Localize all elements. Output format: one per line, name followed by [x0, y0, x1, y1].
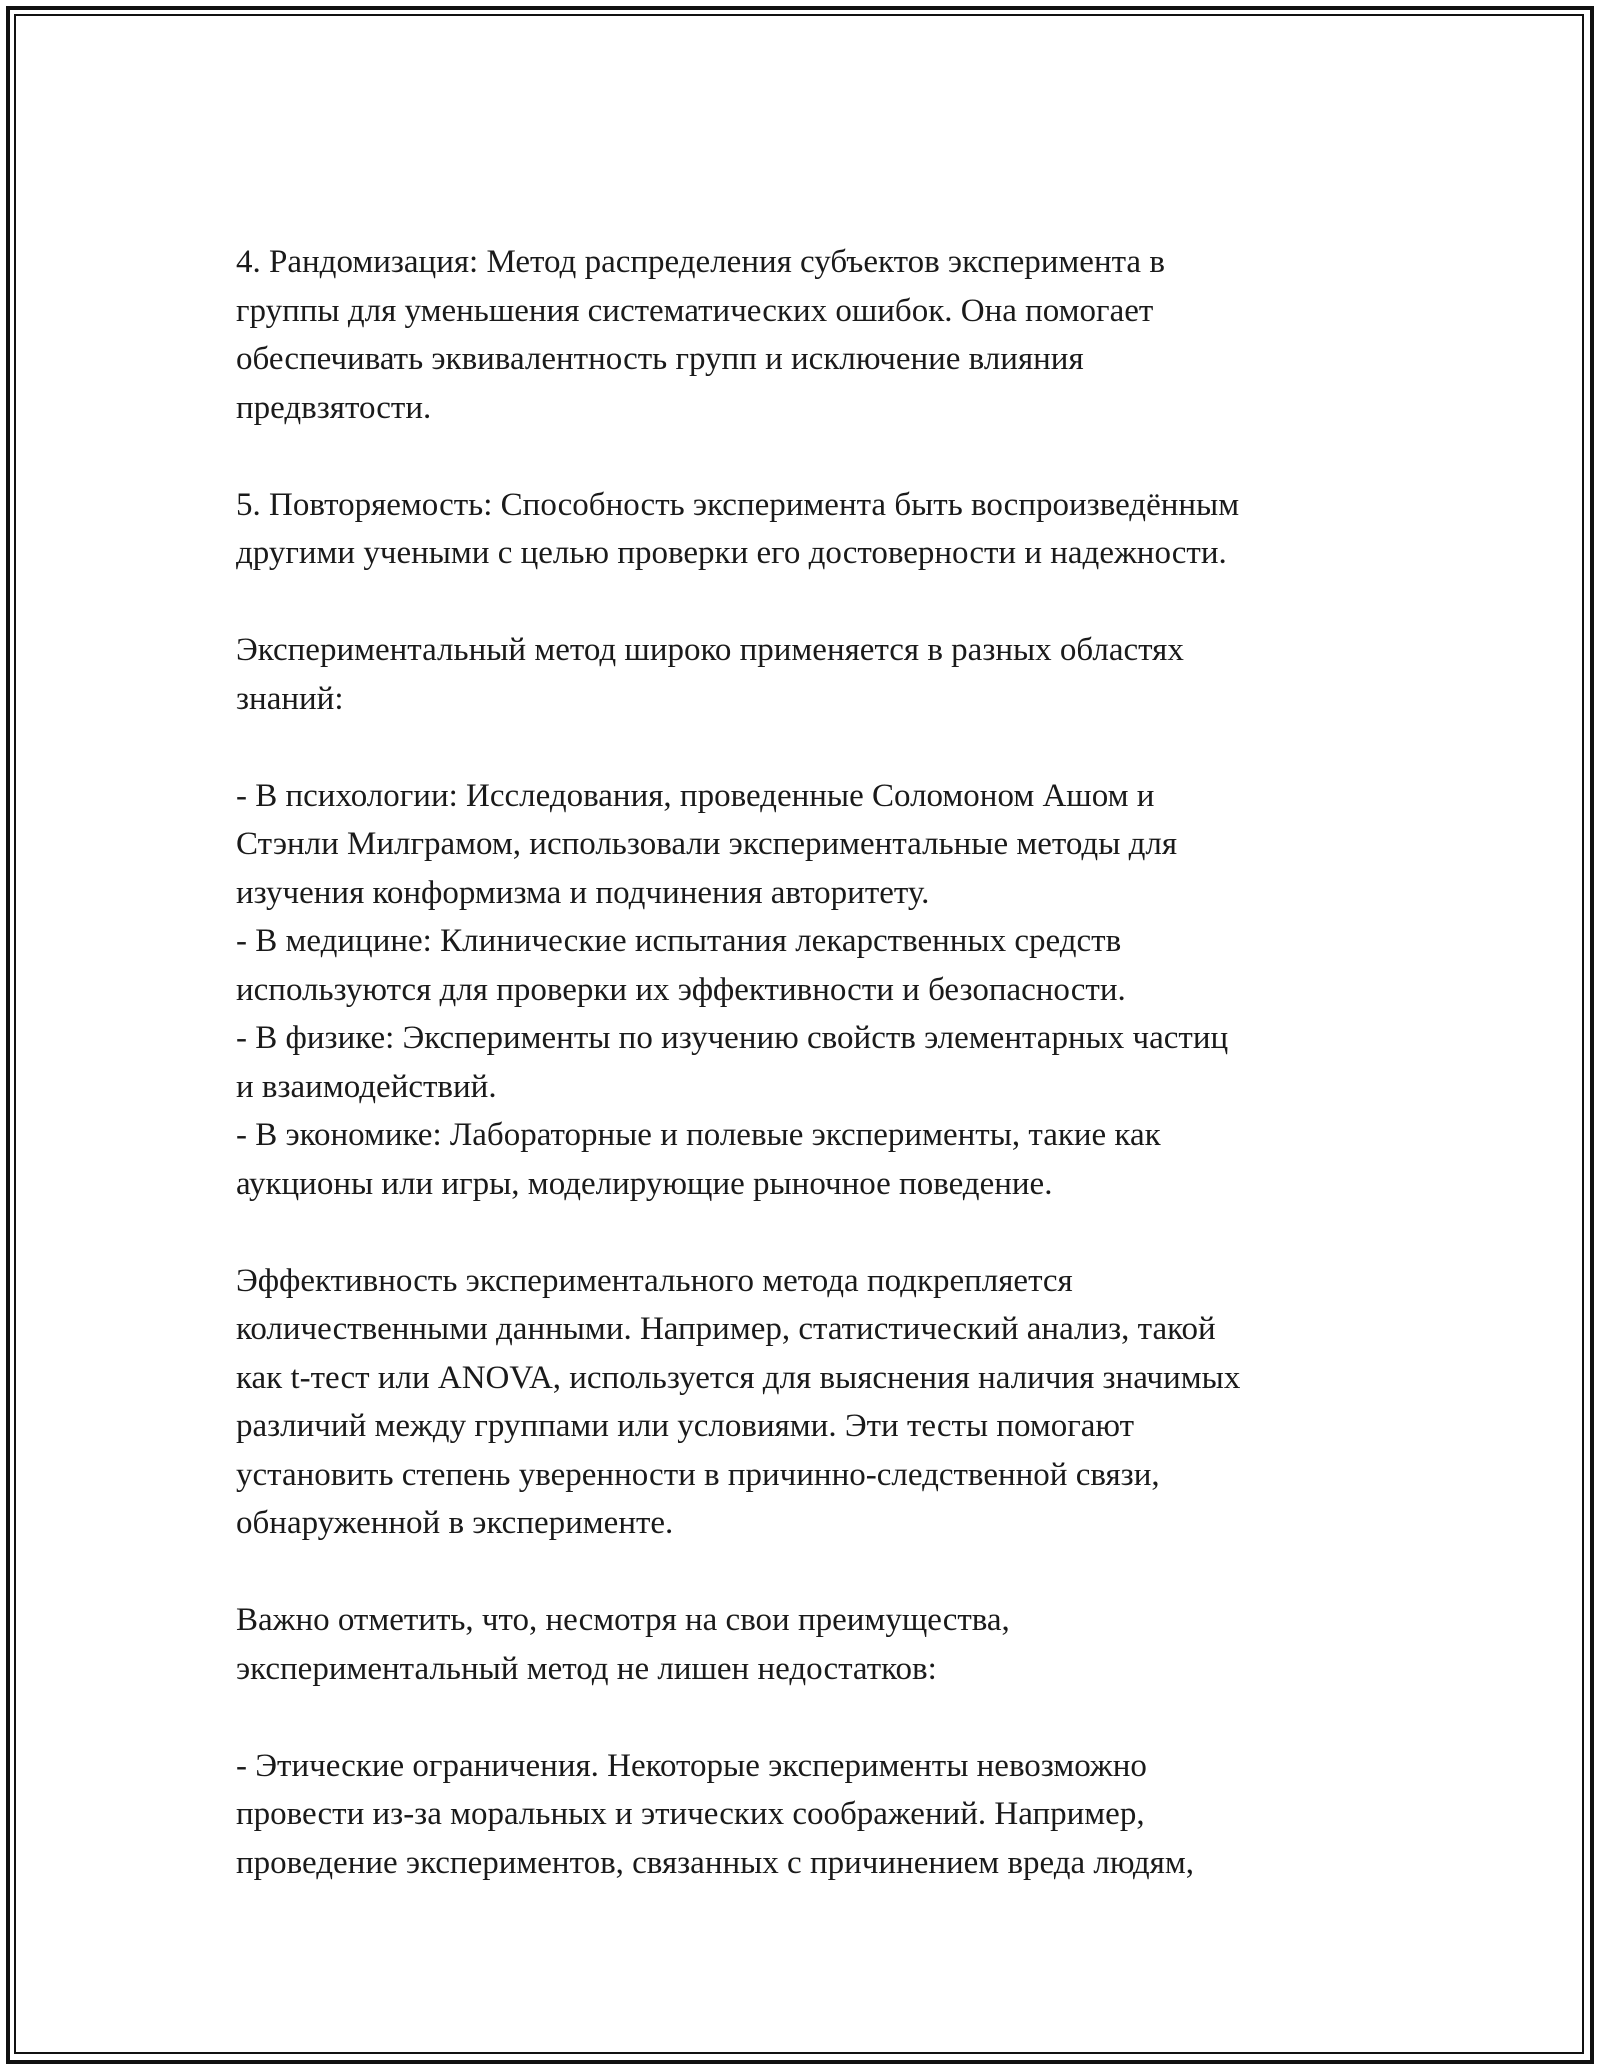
text-line: другими учеными с целью проверки его достоверности и надежности. [236, 535, 1227, 571]
list-item-line: - В экономике: Лабораторные и полевые эксперименты, такие как [236, 1117, 1161, 1153]
paragraph-gap [236, 1208, 1376, 1257]
paragraph-gap [236, 578, 1376, 627]
text-line: обеспечивать эквивалентность групп и исключение влияния [236, 341, 1084, 377]
text-line: предвзятости. [236, 389, 432, 426]
list-item-line: изучения конформизма и подчинения авторитету. [236, 874, 930, 911]
paragraph-gap [236, 432, 1376, 481]
text-line: 5. Повторяемость: Способность эксперимента быть воспроизведённым [236, 486, 1240, 523]
paragraph-randomization [236, 238, 1376, 432]
paragraph-drawbacks-intro [236, 1596, 1376, 1693]
document-body [236, 238, 1376, 1887]
list-item-line: Стэнли Милграмом, использовали экспериментальные методы для [236, 826, 1178, 862]
text-line: количественными данными. Например, статистический анализ, такой [236, 1311, 1216, 1347]
list-item-line: проведение экспериментов, связанных с причинением вреда людям, [236, 1844, 1194, 1881]
list-item-line: - В физике: Эксперименты по изучению свойств элементарных частиц [236, 1020, 1229, 1056]
text-line: Важно отметить, что, несмотря на свои преимущества, [236, 1602, 1010, 1638]
text-line: 4. Рандомизация: Метод распределения субъектов эксперимента в [236, 244, 1165, 280]
text-line: группы для уменьшения систематических ошибок. Она помогает [236, 292, 1154, 329]
list-item-line: - В психологии: Исследования, проведенные Соломоном Ашом и [236, 777, 1155, 814]
text-line: установить степень уверенности в причинно-следственной связи, [236, 1456, 1160, 1493]
paragraph-application-list [236, 772, 1376, 1209]
paragraph-gap [236, 1548, 1376, 1597]
list-item-line: и взаимодействий. [236, 1068, 497, 1105]
list-item-line: - В медицине: Клинические испытания лекарственных средств [236, 923, 1122, 959]
paragraph-repeatability [236, 481, 1376, 578]
text-line: обнаруженной в эксперименте. [236, 1505, 674, 1541]
list-item-line: аукционы или игры, моделирующие рыночное поведение. [236, 1165, 1053, 1202]
paragraph-effectiveness [236, 1257, 1376, 1548]
list-item-line: - Этические ограничения. Некоторые эксперименты невозможно [236, 1747, 1147, 1784]
text-line: Эффективность экспериментального метода подкрепляется [236, 1262, 1073, 1299]
text-line: различий между группами или условиями. Эти тесты помогают [236, 1408, 1135, 1444]
paragraph-gap [236, 1693, 1376, 1742]
paragraph-application-intro [236, 626, 1376, 723]
paragraph-gap [236, 723, 1376, 772]
list-item-line: провести из-за моральных и этических соображений. Например, [236, 1796, 1145, 1832]
text-line: знаний: [236, 680, 344, 717]
paragraph-ethical-limits [236, 1742, 1376, 1888]
text-line: как t-тест или ANOVA, используется для выяснения наличия значимых [236, 1359, 1241, 1396]
text-line: экспериментальный метод не лишен недостатков: [236, 1650, 937, 1687]
list-item-line: используются для проверки их эффективности и безопасности. [236, 971, 1126, 1008]
text-line: Экспериментальный метод широко применяется в разных областях [236, 632, 1184, 668]
